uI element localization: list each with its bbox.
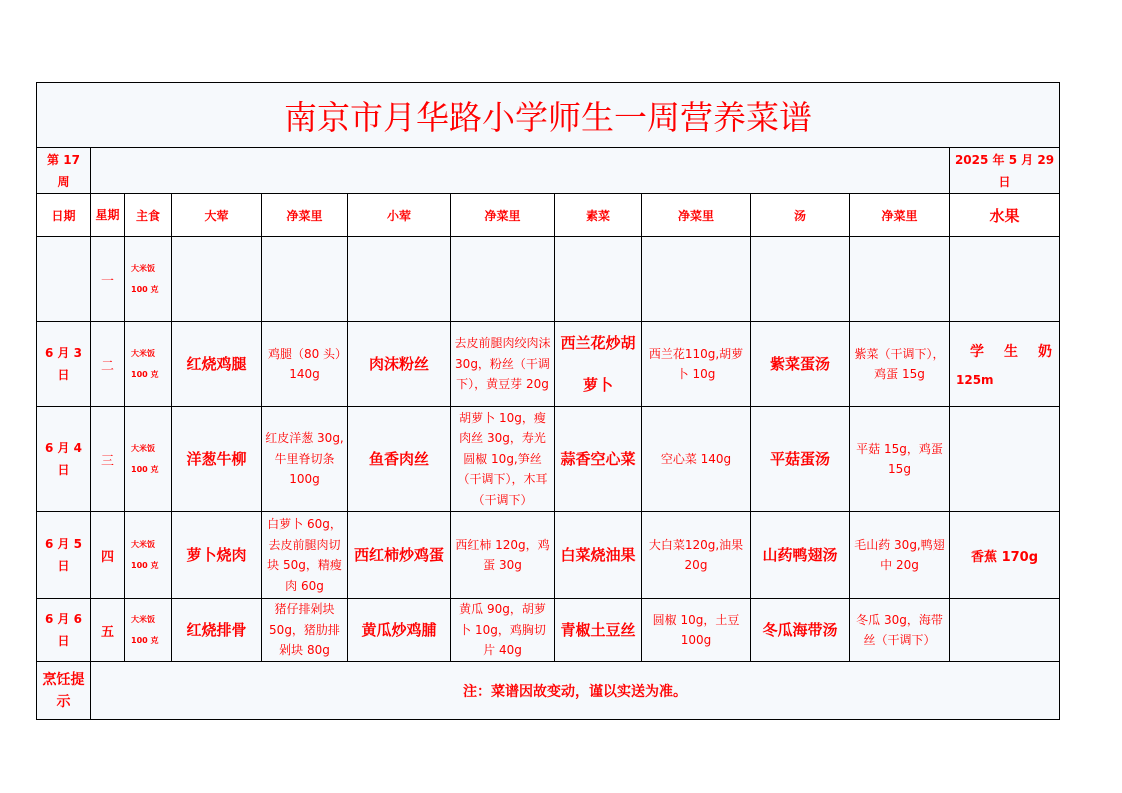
side-dish: 黄瓜炒鸡脯 xyxy=(348,599,451,662)
date-cell xyxy=(37,322,91,407)
column-header: 日期 xyxy=(37,194,91,237)
week-number: 第 17 周 xyxy=(37,148,91,194)
column-header: 净菜里 xyxy=(262,194,348,237)
menu-date: 2025 年 5 月 29 日 xyxy=(950,148,1060,194)
vegetable-ingredients: 西兰花110g,胡萝卜 10g xyxy=(642,322,751,407)
side-dish: 西红柿炒鸡蛋 xyxy=(348,512,451,599)
date-cell xyxy=(37,237,91,322)
column-header: 大荤 xyxy=(172,194,262,237)
side-ingredients: 胡萝卜 10g，瘦肉丝 30g，寿光圆椒 10g,笋丝（干调下），木耳（干调下） xyxy=(451,407,555,512)
vegetable-dish: 白菜烧油果 xyxy=(555,512,642,599)
main-dish: 红烧鸡腿 xyxy=(172,322,262,407)
menu-row xyxy=(37,237,1060,322)
staple-cell xyxy=(125,599,172,662)
column-header: 净菜里 xyxy=(850,194,950,237)
staple-text: 100 克 xyxy=(131,636,159,645)
staple-cell xyxy=(125,237,172,322)
side-dish: 鱼香肉丝 xyxy=(348,407,451,512)
vegetable-ingredients: 圆椒 10g，土豆 100g xyxy=(642,599,751,662)
soup-ingredients: 平菇 15g，鸡蛋 15g xyxy=(850,407,950,512)
weekday-cell: 五 xyxy=(91,599,125,662)
staple-text: 大米饭 xyxy=(131,444,155,453)
date-line: 6 月 4 xyxy=(44,441,83,455)
fruit-cell xyxy=(950,322,1060,407)
main-dish: 红烧排骨 xyxy=(172,599,262,662)
vegetable-dish xyxy=(555,237,642,322)
fruit-cell xyxy=(950,599,1060,662)
menu-row xyxy=(37,322,1060,407)
main-dish: 洋葱牛柳 xyxy=(172,407,262,512)
staple-text: 100 克 xyxy=(131,285,159,294)
fruit-cell: 香蕉 170g xyxy=(950,512,1060,599)
staple-cell xyxy=(125,407,172,512)
side-ingredients: 黄瓜 90g，胡萝卜 10g，鸡胸切片 40g xyxy=(451,599,555,662)
soup-ingredients: 紫菜（干调下），鸡蛋 15g xyxy=(850,322,950,407)
main-ingredients: 鸡腿（80 头）140g xyxy=(262,322,348,407)
soup-dish xyxy=(751,237,850,322)
staple-text: 大米饭 xyxy=(131,540,155,549)
column-header: 小荤 xyxy=(348,194,451,237)
column-header: 汤 xyxy=(751,194,850,237)
soup-ingredients: 冬瓜 30g，海带丝（干调下） xyxy=(850,599,950,662)
menu-notice: 注：菜谱因故变动，谨以实送为准。 xyxy=(91,662,1060,720)
soup-dish: 平菇蛋汤 xyxy=(751,407,850,512)
main-dish xyxy=(172,237,262,322)
date-line: 日 xyxy=(57,463,70,477)
soup-ingredients: 毛山药 30g,鸭翅中 20g xyxy=(850,512,950,599)
date-line: 日 xyxy=(57,368,70,382)
vegetable-dish: 蒜香空心菜 xyxy=(555,407,642,512)
weekday-cell: 一 xyxy=(91,237,125,322)
staple-text: 大米饭 xyxy=(131,264,155,273)
staple-text: 100 克 xyxy=(131,561,159,570)
staple-text: 大米饭 xyxy=(131,349,155,358)
menu-row xyxy=(37,599,1060,662)
main-dish: 萝卜烧肉 xyxy=(172,512,262,599)
column-header: 水果 xyxy=(950,194,1060,237)
weekday-cell: 三 xyxy=(91,407,125,512)
column-header: 主食 xyxy=(125,194,172,237)
staple-text: 100 克 xyxy=(131,370,159,379)
soup-dish: 紫菜蛋汤 xyxy=(751,322,850,407)
staple-cell xyxy=(125,512,172,599)
date-line: 日 xyxy=(57,634,70,648)
main-ingredients: 红皮洋葱 30g,牛里脊切条 100g xyxy=(262,407,348,512)
cooking-tip-label: 烹饪提示 xyxy=(37,662,91,720)
date-line: 6 月 3 xyxy=(44,346,83,360)
fruit-cell xyxy=(950,237,1060,322)
vegetable-ingredients: 空心菜 140g xyxy=(642,407,751,512)
vegetable-ingredients xyxy=(642,237,751,322)
date-line: 6 月 6 xyxy=(44,612,83,626)
vegetable-dish: 西兰花炒胡萝卜 xyxy=(555,322,642,407)
weekday-cell: 四 xyxy=(91,512,125,599)
fruit-cell xyxy=(950,407,1060,512)
date-cell xyxy=(37,407,91,512)
staple-text: 大米饭 xyxy=(131,615,155,624)
vegetable-dish: 青椒土豆丝 xyxy=(555,599,642,662)
staple-cell xyxy=(125,322,172,407)
soup-ingredients xyxy=(850,237,950,322)
menu-row xyxy=(37,407,1060,512)
column-header: 净菜里 xyxy=(451,194,555,237)
main-ingredients: 白萝卜 60g，去皮前腿肉切块 50g，精瘦肉 60g xyxy=(262,512,348,599)
weekly-menu-table xyxy=(36,82,1060,720)
column-header: 星期 xyxy=(91,194,125,237)
main-ingredients xyxy=(262,237,348,322)
side-ingredients: 去皮前腿肉绞肉沫 30g，粉丝（干调下），黄豆芽 20g xyxy=(451,322,555,407)
date-line: 日 xyxy=(57,559,70,573)
vegetable-ingredients: 大白菜120g,油果 20g xyxy=(642,512,751,599)
page-title: 南京市月华路小学师生一周营养菜谱 xyxy=(37,83,1060,148)
weekday-cell: 二 xyxy=(91,322,125,407)
fruit-amount: 125m xyxy=(956,373,994,387)
soup-dish: 山药鸭翅汤 xyxy=(751,512,850,599)
date-cell xyxy=(37,512,91,599)
column-header: 净菜里 xyxy=(642,194,751,237)
side-dish: 肉沫粉丝 xyxy=(348,322,451,407)
side-ingredients xyxy=(451,237,555,322)
header-row xyxy=(37,194,1060,237)
column-header: 素菜 xyxy=(555,194,642,237)
staple-text: 100 克 xyxy=(131,465,159,474)
date-cell xyxy=(37,599,91,662)
side-dish xyxy=(348,237,451,322)
meta-blank xyxy=(91,148,950,194)
date-line: 6 月 5 xyxy=(44,537,83,551)
menu-row xyxy=(37,512,1060,599)
fruit-name: 学生奶 xyxy=(970,344,1053,360)
main-ingredients: 猪仔排剁块 50g，猪肋排剁块 80g xyxy=(262,599,348,662)
side-ingredients: 西红柿 120g，鸡蛋 30g xyxy=(451,512,555,599)
soup-dish: 冬瓜海带汤 xyxy=(751,599,850,662)
